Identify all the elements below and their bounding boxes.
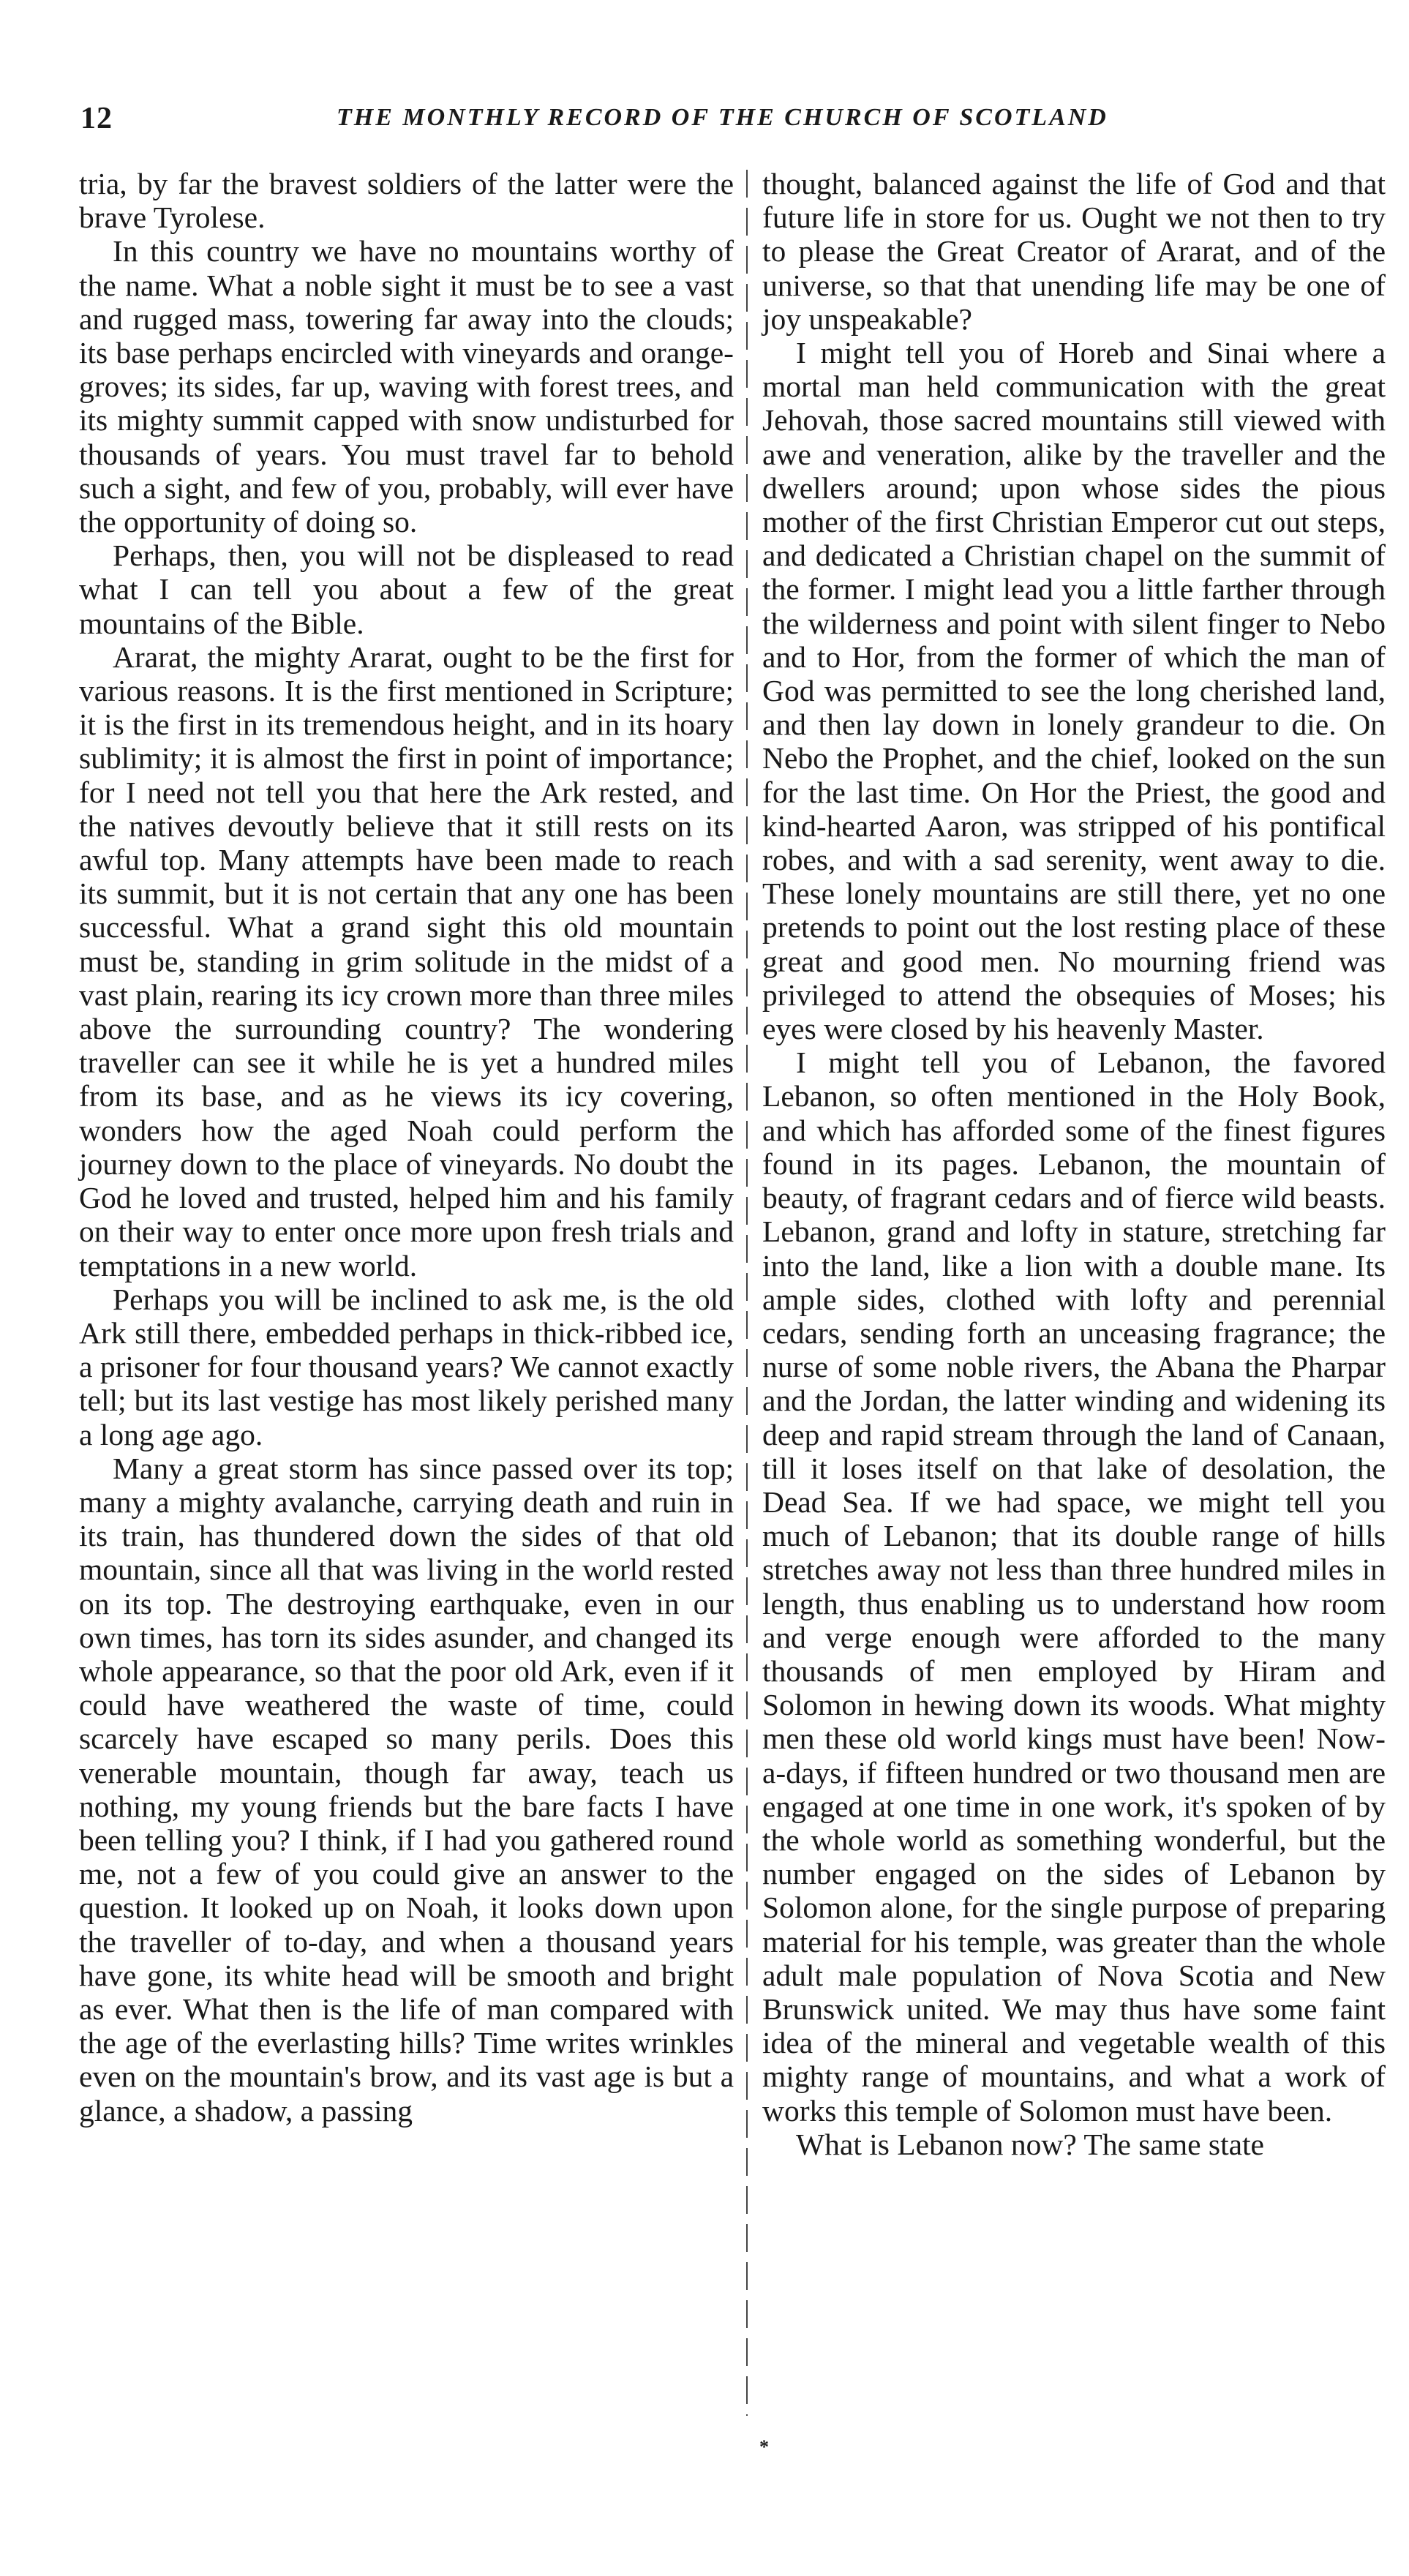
right-paragraph-3: I might tell you of Lebanon, the favored Lebanon, so often mentioned in the Holy Book, and which has afforded some of the finest figures found in its pages. Lebanon, the mountain of beauty, of fragrant cedars and of fierce wild beasts. Lebanon, grand and lofty in stature, stretching far into the land, like a lion with a double mane. Its ample sides, clothed with lofty and perennial cedars, sending forth an unceasing fragrance; the nurse of some noble rivers, the Abana the Pharpar and the Jordan, the latter winding and widening its deep and rapid stream through the land of Canaan, till it loses itself on that lake of desolation, the Dead Sea. If we had space, we might tell you much of Lebanon; that its double range of hills stretches away not less than three hundred miles in length, thus enabling us to understand how room and verge enough were afforded to the many thousands of men employed by Hiram and Solomon in hewing down its woods. What mighty men these old world kings must have been! Now-a-days, if fifteen hundred or two thousand men are engaged at one time in one work, it's spoken of by the whole world as something wonderful, but the number engaged on the sides of Lebanon by Solomon alone, for the single purpose of preparing material for his temple, was greater than the whole adult male population of Nova Scotia and New Brunswick united. We may thus have some faint idea of the mineral and vegetable wealth of this mighty range of mountains, and what a work of works this temple of Solomon must have been. bbox=[762, 1045, 1386, 2128]
left-paragraph-5: Perhaps you will be inclined to ask me, is the old Ark still there, embedded perhaps in thick-ribbed ice, a prisoner for four thousand years? We cannot exactly tell; but its last vestige has most likely perished many a long age ago. bbox=[79, 1282, 734, 1452]
left-paragraph-1: tria, by far the bravest soldiers of the latter were the brave Tyrolese. bbox=[79, 167, 734, 235]
running-title: THE MONTHLY RECORD OF THE CHURCH OF SCOTLAND bbox=[337, 104, 1108, 131]
right-column bbox=[762, 167, 1386, 2161]
page-number: 12 bbox=[80, 102, 113, 135]
column-divider bbox=[746, 170, 748, 2416]
left-paragraph-4: Ararat, the mighty Ararat, ought to be the first for various reasons. It is the first mentioned in Scripture; it is the first in its tremendous height, and in its hoary sublimity; it is almost the first in point of importance; for I need not tell you that here the Ark rested, and the natives devoutly believe that it still rests on its awful top. Many attempts have been made to reach its summit, but it is not certain that any one has been successful. What a grand sight this old mountain must be, standing in grim solitude in the midst of a vast plain, rearing its icy crown more than three miles above the surrounding country? The wondering traveller can see it while he is yet a hundred miles from its base, and as he views its icy covering, wonders how the aged Noah could perform the journey down to the place of vineyards. No doubt the God he loved and trusted, helped him and his family on their way to enter once more upon fresh trials and temptations in a new world. bbox=[79, 639, 734, 1283]
right-paragraph-4: What is Lebanon now? The same state bbox=[796, 2127, 1264, 2161]
footer-mark: * bbox=[759, 2436, 769, 2457]
right-paragraph-1: thought, balanced against the life of God and that future life in store for us. Ought we not then to try to please the Great Creator of Ararat, and of the universe, so that that unending life may be one of joy unspeakable? bbox=[762, 167, 1386, 336]
left-paragraph-3: Perhaps, then, you will not be displeased to read what I can tell you about a few of the great mountains of the Bible. bbox=[79, 538, 734, 640]
left-paragraph-6: Many a great storm has since passed over its top; many a mighty avalanche, carrying death and ruin in its train, has thundered down the sides of that old mountain, since all that was living in the world rested on its top. The destroying earthquake, even in our own times, has torn its sides asunder, and changed its whole appearance, so that the poor old Ark, even if it could have weathered the waste of time, could scarcely have escaped so many perils. Does this venerable mountain, though far away, teach us nothing, my young friends but the bare facts I have been telling you? I think, if I had you gathered round me, not a few of you could give an answer to the question. It looked up on Noah, it looks down upon the traveller of to-day, and when a thousand years have gone, its white head will be smooth and bright as ever. What then is the life of man compared with the age of the everlasting hills? Time writes wrinkles even on the mountain's brow, and its vast age is but a glance, a shadow, a passing bbox=[79, 1451, 734, 2128]
page-header bbox=[80, 101, 1383, 145]
right-paragraph-2: I might tell you of Horeb and Sinai where a mortal man held communication with the great Jehovah, those sacred mountains still viewed with awe and veneration, alike by the traveller and the dwellers around; upon whose sides the pious mother of the first Christian Emperor cut out steps, and dedicated a Christian chapel on the summit of the former. I might lead you a little farther through the wilderness and point with silent finger to Nebo and to Hor, from the former of which the man of God was permitted to see the long cherished land, and then lay down in lonely grandeur to die. On Nebo the Prophet, and the chief, looked on the sun for the last time. On Hor the Priest, the good and kind-hearted Aaron, was stripped of his pontifical robes, and with a sad serenity, went away to die. These lonely mountains are still there, yet no one pretends to point out the lost resting place of these great and good men. No mourning friend was privileged to attend the obsequies of Moses; his eyes were closed by his heavenly Master. bbox=[762, 336, 1386, 1046]
left-paragraph-2: In this country we have no mountains worthy of the name. What a noble sight it must be to see a vast and rugged mass, towering far away into the clouds; its base perhaps encircled with vineyards and orange-groves; its sides, far up, waving with forest trees, and its mighty summit capped with snow undisturbed for thousands of years. You must travel far to behold such a sight, and few of you, probably, will ever have the opportunity of doing so. bbox=[79, 234, 734, 539]
left-column bbox=[79, 167, 734, 2128]
